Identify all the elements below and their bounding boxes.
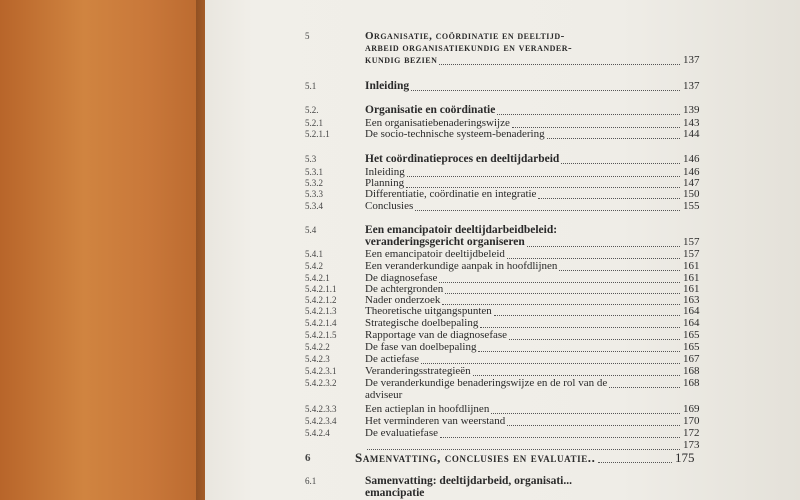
toc-entry-number: 5.4.2.1.3 [305,306,337,316]
toc-entry-title: Een actieplan in hoofdlijnen [365,403,490,415]
toc-entry-number: 5.4.2.1.4 [305,318,337,328]
toc-entry-title: kundig bezien [365,54,438,66]
toc-entry-page: 157 [683,236,700,248]
toc-entry-number: 5.4.2.1.1 [305,284,337,294]
dot-leader [538,197,680,199]
toc-entry-title: Een emancipatoir deeltijdbeleid [365,248,505,260]
toc-entry [205,475,800,487]
toc-entry-title: Rapportage van de diagnosefase [365,329,508,341]
toc-entry-title: Strategische doelbepaling [365,317,479,329]
toc-entry-title: Inleiding [365,80,410,92]
toc-entry-page: 161 [683,283,700,295]
toc-entry-number: 5.4.2.1.5 [305,330,337,340]
toc-entry-title: Een organisatiebenaderingswijze [365,117,510,129]
toc-entry-number: 5.4.2.3.2 [305,378,337,388]
toc-entry-title: Organisatie en coördinatie [365,104,496,116]
toc-entry-page: 173 [683,439,700,451]
toc-entry-page: 165 [683,341,700,353]
toc-entry-title: De achtergronden [365,283,444,295]
toc-entry [205,317,800,329]
toc-entry-number: 5.2.1 [305,118,323,128]
toc-entry-number: 5.3.4 [305,201,323,211]
toc-entry-page: 139 [683,104,700,116]
toc-entry-number: 5 [305,31,310,41]
toc-entry-title: Veranderingsstrategieën [365,365,471,377]
toc-entry-page: 163 [683,294,700,306]
toc-entry-page: 143 [683,117,700,129]
toc-entry-number: 5.1 [305,81,317,91]
toc-entry-title: Het verminderen van weerstand [365,415,506,427]
toc-entry-title: Samenvatting: deeltijdarbeid, organisati... [365,475,572,487]
toc-entry-page: 172 [683,427,700,439]
toc-entry-title: Een veranderkundige aanpak in hoofdlijnen [365,260,558,272]
toc-entry [205,377,800,389]
toc-entry [205,224,800,236]
toc-entry-number: 5.4.2.3.4 [305,416,337,426]
toc-entry-title: De actiefase [365,353,420,365]
toc-entry-title: Conclusies [365,200,414,212]
dot-leader [494,314,680,316]
dot-leader [421,362,680,364]
toc-entry-title: De diagnosefase [365,272,438,284]
toc-entry-number: 5.4.2.1 [305,273,330,283]
toc-entry-title: De socio-technische systeem-benadering [365,128,545,140]
toc-entry-number: 5.4.2.2 [305,342,330,352]
toc-entry-page: 155 [683,200,700,212]
toc-entry-page: 167 [683,353,700,365]
toc-entry [205,389,800,401]
dot-leader [473,374,680,376]
toc-entry [205,353,800,365]
toc-entry-page: 168 [683,377,700,389]
dot-leader [609,386,680,388]
toc-entry-title: Differentiatie, coördinatie en integratie [365,188,537,200]
wooden-table-surface [0,0,210,500]
toc-entry-page: 150 [683,188,700,200]
toc-entry-page: 146 [683,153,700,165]
toc-entry-number: 5.4.2.1.2 [305,295,337,305]
toc-entry-page: 168 [683,365,700,377]
dot-leader [480,326,680,328]
dot-leader [439,63,680,65]
toc-entry-number: 6 [305,452,311,464]
dot-leader [598,461,672,463]
toc-entry [205,452,800,464]
toc-entry [205,128,800,140]
toc-entry-page: 170 [683,415,700,427]
toc-entry-title: De veranderkundige benaderingswijze en de rol van de [365,377,608,389]
dot-leader [507,424,680,426]
toc-entry-page: 165 [683,329,700,341]
book-page [205,0,800,500]
toc-entry-page: 147 [683,177,700,189]
toc-entry [205,104,800,116]
toc-entry [205,236,800,248]
toc-entry [205,415,800,427]
toc-entry-page: 169 [683,403,700,415]
toc-entry-page: 161 [683,260,700,272]
dot-leader [547,137,680,139]
toc-entry [205,153,800,165]
toc-entry-title: Theoretische uitgangspunten [365,305,492,317]
toc-entry-number: 5.2. [305,105,319,115]
toc-entry [205,54,800,66]
toc-entry-title: Planning [365,177,405,189]
toc-entry-number: 5.3.2 [305,178,323,188]
toc-entry-number: 5.4.2.3.3 [305,404,337,414]
toc-entry [205,188,800,200]
dot-leader [478,350,680,352]
dot-leader [491,412,680,414]
toc-entry [205,403,800,415]
toc-entry-title: Organisatie, coördinatie en deeltijd- [365,30,565,42]
toc-entry-page: 137 [683,80,700,92]
toc-entry-title: arbeid organisatiekundig en verander- [365,42,573,54]
toc-entry-page: 137 [683,54,700,66]
toc-entry [205,341,800,353]
toc-entry [205,427,800,439]
toc-entry [205,30,800,42]
toc-entry-number: 5.4.2.4 [305,428,330,438]
toc-entry [205,365,800,377]
toc-entry-number: 5.4.2.3 [305,354,330,364]
dot-leader [561,162,680,164]
toc-entry-title: Nader onderzoek [365,294,441,306]
dot-leader [559,269,680,271]
toc-entry [205,200,800,212]
toc-entry-page: 175 [675,450,695,465]
toc-entry [205,487,800,499]
toc-entry-page: 146 [683,166,700,178]
toc-entry-page: 157 [683,248,700,260]
toc-entry-title: Een emancipatoir deeltijdarbeidbeleid: [365,224,558,236]
toc-entry-number: 5.4.2 [305,261,323,271]
dot-leader [527,245,680,247]
dot-leader [507,257,680,259]
toc-entry [205,260,800,272]
toc-entry-number: 5.4 [305,225,317,235]
toc-entry-number: 5.4.1 [305,249,323,259]
toc-entry [205,305,800,317]
dot-leader [509,338,680,340]
dot-leader [415,209,680,211]
toc-entry [205,42,800,54]
toc-entry-number: 5.3 [305,154,317,164]
dot-leader [411,89,680,91]
toc-entry [205,329,800,341]
dot-leader [440,436,680,438]
toc-entry-title: Het coördinatieproces en deeltijdarbeid [365,153,560,165]
toc-entry-title: Inleiding [365,166,405,178]
toc-entry-page: 164 [683,317,700,329]
toc-entry-page: 164 [683,305,700,317]
toc-entry-number: 5.3.1 [305,167,323,177]
toc-entry-number: 5.4.2.3.1 [305,366,337,376]
toc-entry-page: 144 [683,128,700,140]
toc-entry-title: De fase van doelbepaling [365,341,477,353]
toc-entry-number: 5.3.3 [305,189,323,199]
toc-entry-title: emancipatie [365,487,425,499]
toc-entry-title: Samenvatting, conclusies en evaluatie.. [355,450,596,465]
toc-entry-number: 6.1 [305,476,317,486]
dot-leader [497,113,680,115]
toc-entry-number: 5.2.1.1 [305,129,330,139]
toc-entry [205,248,800,260]
toc-entry-title: veranderingsgericht organiseren [365,236,525,248]
toc-entry-title: adviseur [365,389,403,401]
toc-entry [205,80,800,92]
toc-entry-page: 161 [683,272,700,284]
toc-entry-title: De evaluatiefase [365,427,438,439]
